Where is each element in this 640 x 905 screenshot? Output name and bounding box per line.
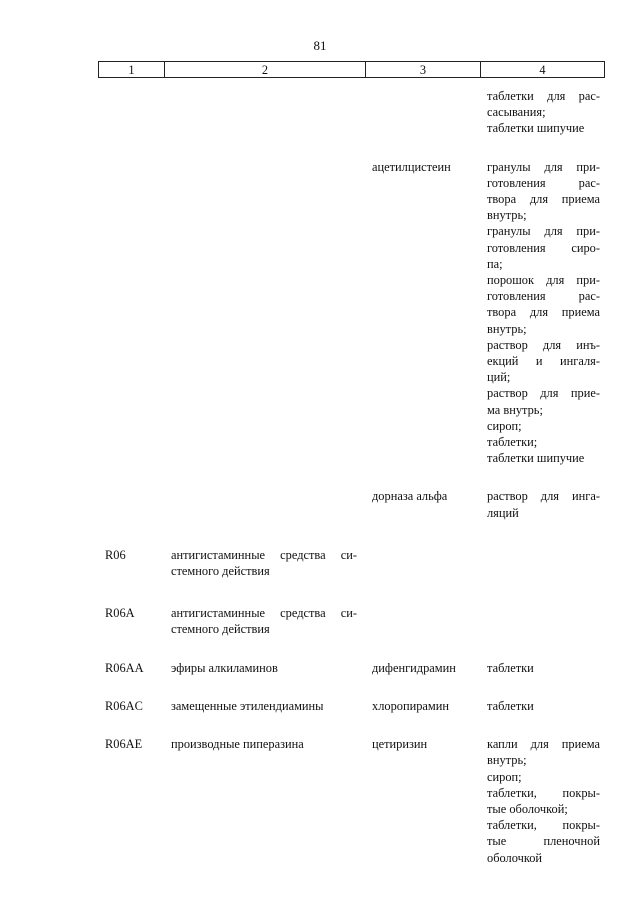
- atc-code-cell: [98, 730, 164, 882]
- dosage-form: [487, 159, 600, 224]
- dosage-form-line: таблетки;: [487, 435, 538, 450]
- dosage-form: [487, 698, 600, 714]
- substance-name: ацетилцистеин: [372, 159, 451, 174]
- atc-code-cell: [98, 692, 164, 730]
- dosage-forms-cell: [480, 654, 604, 692]
- atc-code-cell: [98, 88, 164, 153]
- substance-cell: [365, 730, 480, 882]
- group-name-line: стемного действия: [171, 564, 270, 579]
- group-name-cell: [164, 730, 365, 882]
- substance-cell: [365, 654, 480, 692]
- atc-code: R06AE: [105, 737, 143, 752]
- table-row: [98, 88, 604, 153]
- dosage-form-line: сасывания;: [487, 105, 546, 120]
- dosage-form-line: сироп;: [487, 418, 522, 433]
- dosage-form: [487, 120, 600, 136]
- dosage-forms-cell: [480, 153, 604, 483]
- dosage-form: [487, 337, 600, 386]
- substance-cell: [365, 692, 480, 730]
- dosage-form-line: таблетки: [487, 660, 534, 675]
- group-name-cell: [164, 153, 365, 483]
- table-row: [98, 654, 604, 692]
- dosage-form-line: твора для приема: [487, 305, 600, 320]
- group-name-cell: [164, 537, 365, 595]
- dosage-form-line: порошок для при-: [487, 273, 600, 288]
- dosage-forms-cell: [480, 730, 604, 882]
- drug-table: [98, 88, 604, 882]
- dosage-form: [487, 817, 600, 866]
- dosage-form-line: ма внутрь;: [487, 402, 543, 417]
- substance-name: дорназа альфа: [372, 489, 448, 504]
- group-name-cell: [164, 692, 365, 730]
- atc-code-cell: [98, 595, 164, 653]
- dosage-form: [487, 488, 600, 520]
- dosage-form-line: таблетки шипучие: [487, 121, 585, 136]
- substance-cell: [365, 88, 480, 153]
- dosage-form: [487, 434, 600, 450]
- dosage-form-line: внутрь;: [487, 208, 527, 223]
- dosage-form: [487, 272, 600, 337]
- dosage-form-line: ций;: [487, 370, 511, 385]
- dosage-form-line: раствор для инга-: [487, 489, 600, 504]
- dosage-form-line: внутрь;: [487, 321, 527, 336]
- dosage-forms-cell: [480, 537, 604, 595]
- dosage-form: [487, 223, 600, 272]
- atc-code: R06AC: [105, 698, 143, 713]
- table-row: [98, 692, 604, 730]
- atc-code: R06: [105, 547, 126, 562]
- table-row: [98, 595, 604, 653]
- atc-code: R06AA: [105, 660, 144, 675]
- atc-code-cell: [98, 482, 164, 536]
- dosage-form-line: капли для приема: [487, 737, 600, 752]
- dosage-form: [487, 785, 600, 817]
- dosage-form-line: таблетки: [487, 698, 534, 713]
- dosage-form-line: екций и ингаля-: [487, 354, 600, 369]
- group-name-line: антигистаминные средства си-: [171, 547, 357, 562]
- dosage-form: [487, 418, 600, 434]
- group-name-line: антигистаминные средства си-: [171, 606, 357, 621]
- dosage-form-line: таблетки для рас-: [487, 89, 600, 103]
- dosage-form-line: тые пленочной: [487, 834, 600, 849]
- page-number: 81: [313, 38, 327, 53]
- dosage-form-line: ляций: [487, 505, 519, 520]
- column-header-table: [98, 61, 605, 78]
- group-name-cell: [164, 595, 365, 653]
- dosage-form-line: готовления сиро-: [487, 240, 600, 255]
- substance-name: цетиризин: [372, 737, 428, 752]
- dosage-form-line: готовления рас-: [487, 289, 600, 304]
- dosage-form-line: раствор для прие-: [487, 386, 600, 401]
- dosage-form: [487, 736, 600, 768]
- dosage-form-line: раствор для инъ-: [487, 337, 600, 352]
- column-header-3: 3: [366, 62, 481, 78]
- dosage-form-line: гранулы для при-: [487, 159, 600, 174]
- dosage-form-line: таблетки шипучие: [487, 451, 585, 466]
- dosage-form-line: внутрь;: [487, 753, 527, 768]
- dosage-form: [487, 88, 600, 120]
- group-name-line: эфиры алкиламинов: [171, 660, 278, 675]
- column-header-row: [99, 62, 605, 78]
- table-row: [98, 730, 604, 882]
- dosage-form-line: гранулы для при-: [487, 224, 600, 239]
- atc-code-cell: [98, 654, 164, 692]
- dosage-form-line: таблетки, покры-: [487, 785, 600, 800]
- dosage-form: [487, 769, 600, 785]
- dosage-forms-cell: [480, 595, 604, 653]
- dosage-forms-cell: [480, 88, 604, 153]
- column-header-1: 1: [99, 62, 165, 78]
- table-row: [98, 482, 604, 536]
- dosage-form: [487, 660, 600, 676]
- column-header-4: 4: [481, 62, 605, 78]
- atc-code: R06A: [105, 606, 135, 621]
- dosage-form: [487, 450, 600, 466]
- dosage-form-line: твора для приема: [487, 192, 600, 207]
- drug-table-body: [98, 88, 604, 882]
- atc-code-cell: [98, 153, 164, 483]
- substance-name: хлоропирамин: [372, 698, 450, 713]
- dosage-form-line: оболочкой: [487, 850, 543, 865]
- dosage-form: [487, 385, 600, 417]
- group-name-line: замещенные этилендиамины: [171, 698, 324, 713]
- dosage-form-line: сироп;: [487, 769, 522, 784]
- group-name-cell: [164, 88, 365, 153]
- dosage-forms-cell: [480, 692, 604, 730]
- dosage-form-line: таблетки, покры-: [487, 818, 600, 833]
- dosage-form-line: тые оболочкой;: [487, 801, 568, 816]
- table-row: [98, 537, 604, 595]
- substance-name: дифенгидрамин: [372, 660, 456, 675]
- substance-cell: [365, 153, 480, 483]
- dosage-form-line: па;: [487, 256, 503, 271]
- group-name-cell: [164, 654, 365, 692]
- substance-cell: [365, 595, 480, 653]
- group-name-line: стемного действия: [171, 622, 270, 637]
- group-name-cell: [164, 482, 365, 536]
- substance-cell: [365, 537, 480, 595]
- group-name-line: производные пиперазина: [171, 737, 304, 752]
- table-row: [98, 153, 604, 483]
- substance-cell: [365, 482, 480, 536]
- dosage-form-line: готовления рас-: [487, 175, 600, 190]
- atc-code-cell: [98, 537, 164, 595]
- dosage-forms-cell: [480, 482, 604, 536]
- column-header-2: 2: [165, 62, 366, 78]
